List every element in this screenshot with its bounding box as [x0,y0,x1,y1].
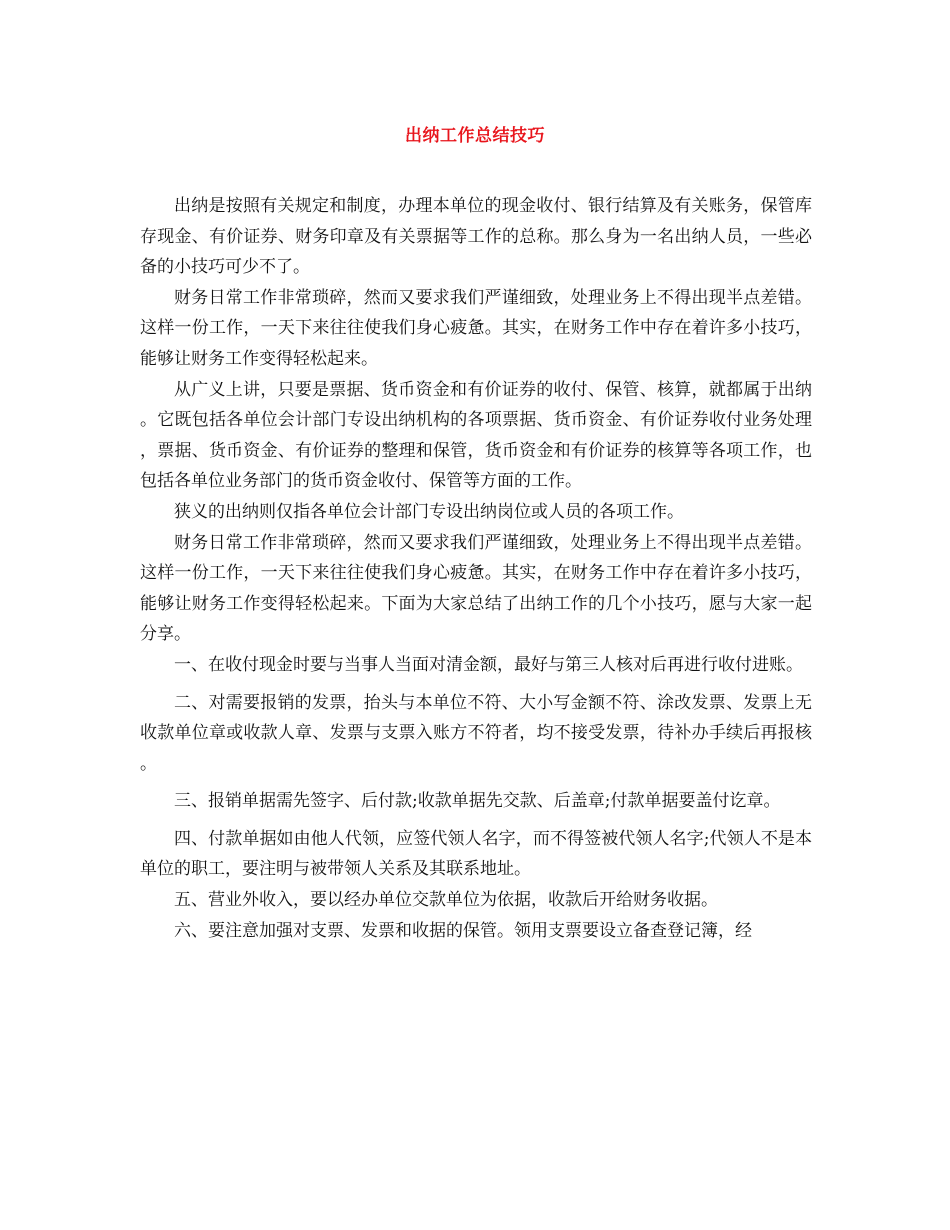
document-title: 出纳工作总结技巧 [405,126,545,146]
paragraph-tip-6: 六、要注意加强对支票、发票和收据的保管。领用支票要设立备查登记簿，经 [174,920,752,941]
paragraph-tip-5: 五、营业外收入，要以经办单位交款单位为依据，收款后开给财务收据。 [174,890,718,911]
paragraph-broad-definition: 从广义上讲，只要是票据、货币资金和有价证券的收付、保管、核算，就都属于出纳。它既包括各单位会计部门专设出纳机构的各项票据、货币资金、有价证券收付业务处理，票据、货币资金、有价证券的整理和保管，货币资金和有价证券的核算等各项工作，也包括各单位业务部门的货币资金收付、保管等方面的工作。 [140,379,812,492]
document-body [140,191,812,946]
paragraph-tip-1: 一、在收付现金时要与当事人当面对清金额，最好与第三人核对后再进行收付进账。 [174,654,803,675]
paragraph-summary-intro: 财务日常工作非常琐碎，然而又要求我们严谨细致，处理业务上不得出现半点差错。这样一份工作，一天下来往往使我们身心疲惫。其实，在财务工作中存在着许多小技巧，能够让财务工作变得轻松起来。下面为大家总结了出纳工作的几个小技巧，愿与大家一起分享。 [140,532,812,645]
paragraph-tip-2: 二、对需要报销的发票，抬头与本单位不符、大小写金额不符、涂改发票、发票上无收款单位章或收款人章、发票与支票入账方不符者，均不接受发票，待补办手续后再报核。 [140,692,812,774]
paragraph-tip-4: 四、付款单据如由他人代领，应签代领人名字，而不得签被代领人名字;代领人不是本单位的职工，要注明与被带领人关系及其联系地址。 [140,828,812,880]
paragraph-intro: 出纳是按照有关规定和制度，办理本单位的现金收付、银行结算及有关账务，保管库存现金、有价证券、财务印章及有关票据等工作的总称。那么身为一名出纳人员，一些必备的小技巧可少不了。 [140,196,812,278]
paragraph-narrow-definition: 狭义的出纳则仅指各单位会计部门专设出纳岗位或人员的各项工作。 [174,501,684,522]
paragraph-tip-3: 三、报销单据需先签字、后付款;收款单据先交款、后盖章;付款单据要盖付讫章。 [174,791,781,812]
paragraph-daily-work: 财务日常工作非常琐碎，然而又要求我们严谨细致，处理业务上不得出现半点差错。这样一份工作，一天下来往往使我们身心疲惫。其实，在财务工作中存在着许多小技巧，能够让财务工作变得轻松起来。 [140,287,812,369]
